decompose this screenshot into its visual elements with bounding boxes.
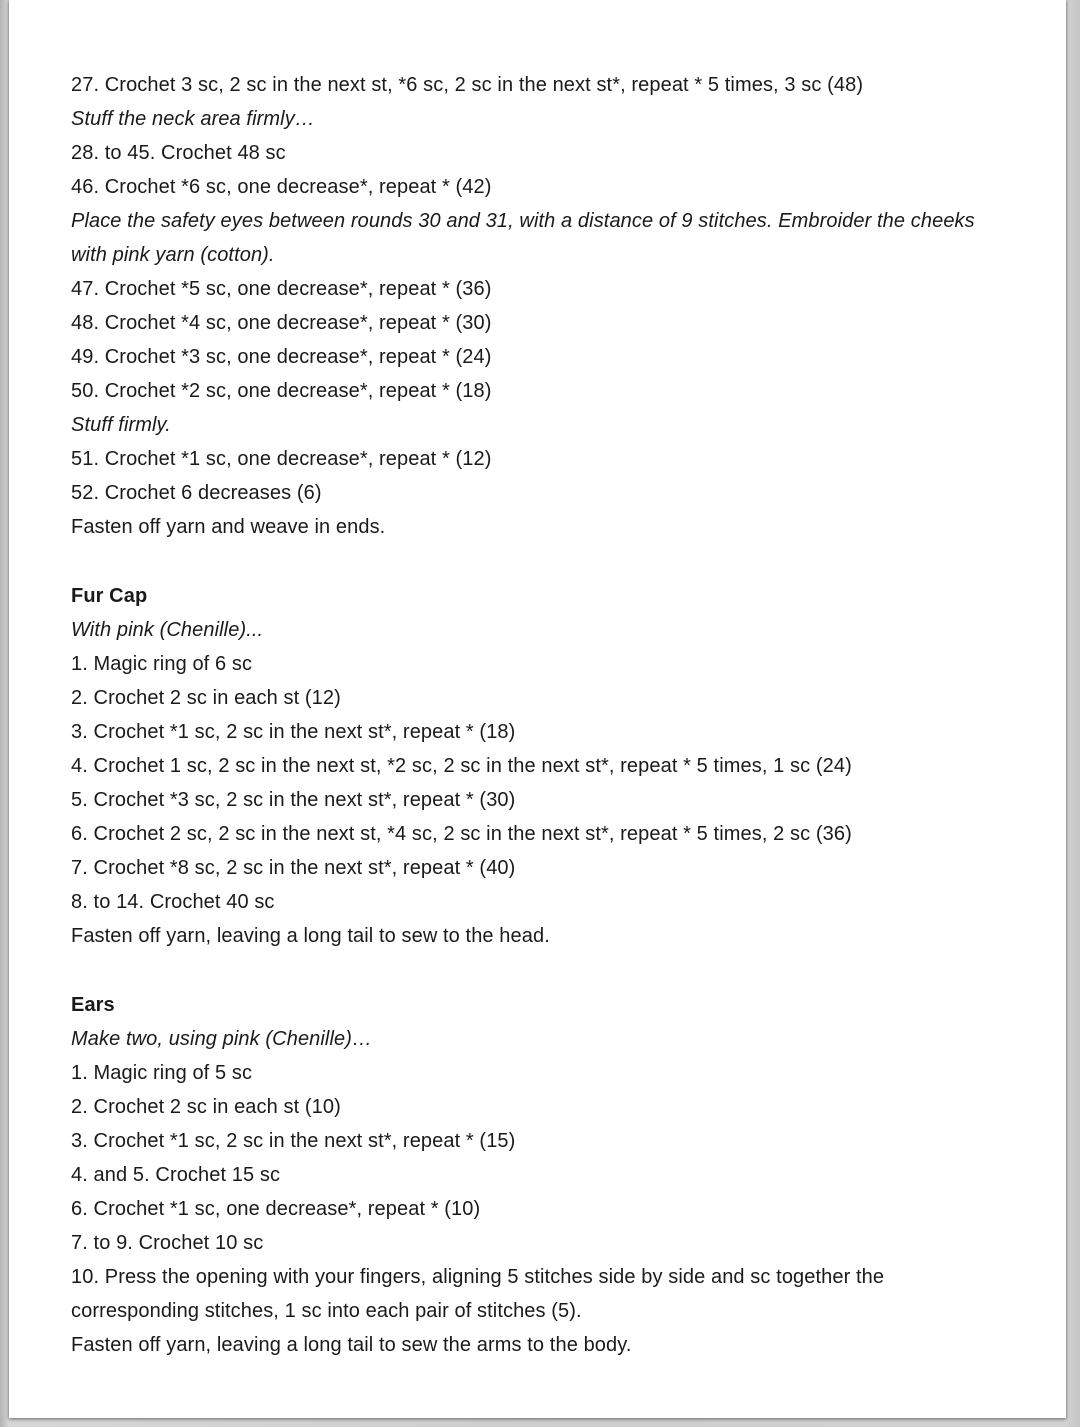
pattern-step: 51. Crochet *1 sc, one decrease*, repeat * (12) bbox=[71, 448, 492, 470]
pattern-step: 6. Crochet *1 sc, one decrease*, repeat * (10) bbox=[71, 1198, 481, 1220]
pattern-step: 46. Crochet *6 sc, one decrease*, repeat * (42) bbox=[71, 176, 492, 198]
pattern-step: 2. Crochet 2 sc in each st (10) bbox=[71, 1096, 341, 1118]
pattern-step: Fasten off yarn, leaving a long tail to sew the arms to the body. bbox=[71, 1334, 632, 1356]
pattern-step: 49. Crochet *3 sc, one decrease*, repeat * (24) bbox=[71, 346, 492, 368]
pattern-note: Place the safety eyes between rounds 30 and 31, with a distance of 9 stitches. Embroider the cheeks with pink yarn (cotton). bbox=[71, 210, 975, 266]
pattern-note: Stuff firmly. bbox=[71, 414, 171, 436]
pattern-step: 47. Crochet *5 sc, one decrease*, repeat * (36) bbox=[71, 278, 492, 300]
pattern-step: 4. and 5. Crochet 15 sc bbox=[71, 1164, 281, 1186]
pattern-note: Make two, using pink (Chenille)… bbox=[71, 1028, 373, 1050]
pattern-step: Fasten off yarn, leaving a long tail to sew to the head. bbox=[71, 925, 550, 947]
pattern-step: 7. Crochet *8 sc, 2 sc in the next st*, repeat * (40) bbox=[71, 857, 516, 879]
pattern-step: 10. Press the opening with your fingers, aligning 5 stitches side by side and sc together the corresponding stitches, 1 sc into each pair of stitches (5). bbox=[71, 1266, 885, 1322]
pattern-note: Stuff the neck area firmly… bbox=[71, 108, 315, 130]
pattern-step: 52. Crochet 6 decreases (6) bbox=[71, 482, 322, 504]
pattern-step: 6. Crochet 2 sc, 2 sc in the next st, *4 sc, 2 sc in the next st*, repeat * 5 times, 2 sc (36) bbox=[71, 823, 852, 845]
pattern-step: 2. Crochet 2 sc in each st (12) bbox=[71, 687, 341, 709]
pattern-step: 5. Crochet *3 sc, 2 sc in the next st*, repeat * (30) bbox=[71, 789, 516, 811]
pattern-step: 4. Crochet 1 sc, 2 sc in the next st, *2 sc, 2 sc in the next st*, repeat * 5 times, 1 sc (24) bbox=[71, 755, 852, 777]
pattern-step: 3. Crochet *1 sc, 2 sc in the next st*, repeat * (18) bbox=[71, 721, 516, 743]
pattern-step: 27. Crochet 3 sc, 2 sc in the next st, *6 sc, 2 sc in the next st*, repeat * 5 times, 3 sc (48) bbox=[71, 74, 864, 96]
pattern-text bbox=[9, 0, 1066, 1362]
pattern-step: 1. Magic ring of 5 sc bbox=[71, 1062, 253, 1084]
pattern-step: 8. to 14. Crochet 40 sc bbox=[71, 891, 275, 913]
pattern-step: 7. to 9. Crochet 10 sc bbox=[71, 1232, 264, 1254]
document-page bbox=[9, 0, 1066, 1418]
pattern-step: 48. Crochet *4 sc, one decrease*, repeat * (30) bbox=[71, 312, 492, 334]
pattern-step: 50. Crochet *2 sc, one decrease*, repeat * (18) bbox=[71, 380, 492, 402]
pattern-step: 3. Crochet *1 sc, 2 sc in the next st*, repeat * (15) bbox=[71, 1130, 516, 1152]
section-heading: Fur Cap bbox=[71, 585, 148, 607]
section-heading: Ears bbox=[71, 994, 115, 1016]
pattern-step: 28. to 45. Crochet 48 sc bbox=[71, 142, 286, 164]
pattern-note: With pink (Chenille)... bbox=[71, 619, 264, 641]
pattern-step: 1. Magic ring of 6 sc bbox=[71, 653, 253, 675]
pattern-step: Fasten off yarn and weave in ends. bbox=[71, 516, 386, 538]
